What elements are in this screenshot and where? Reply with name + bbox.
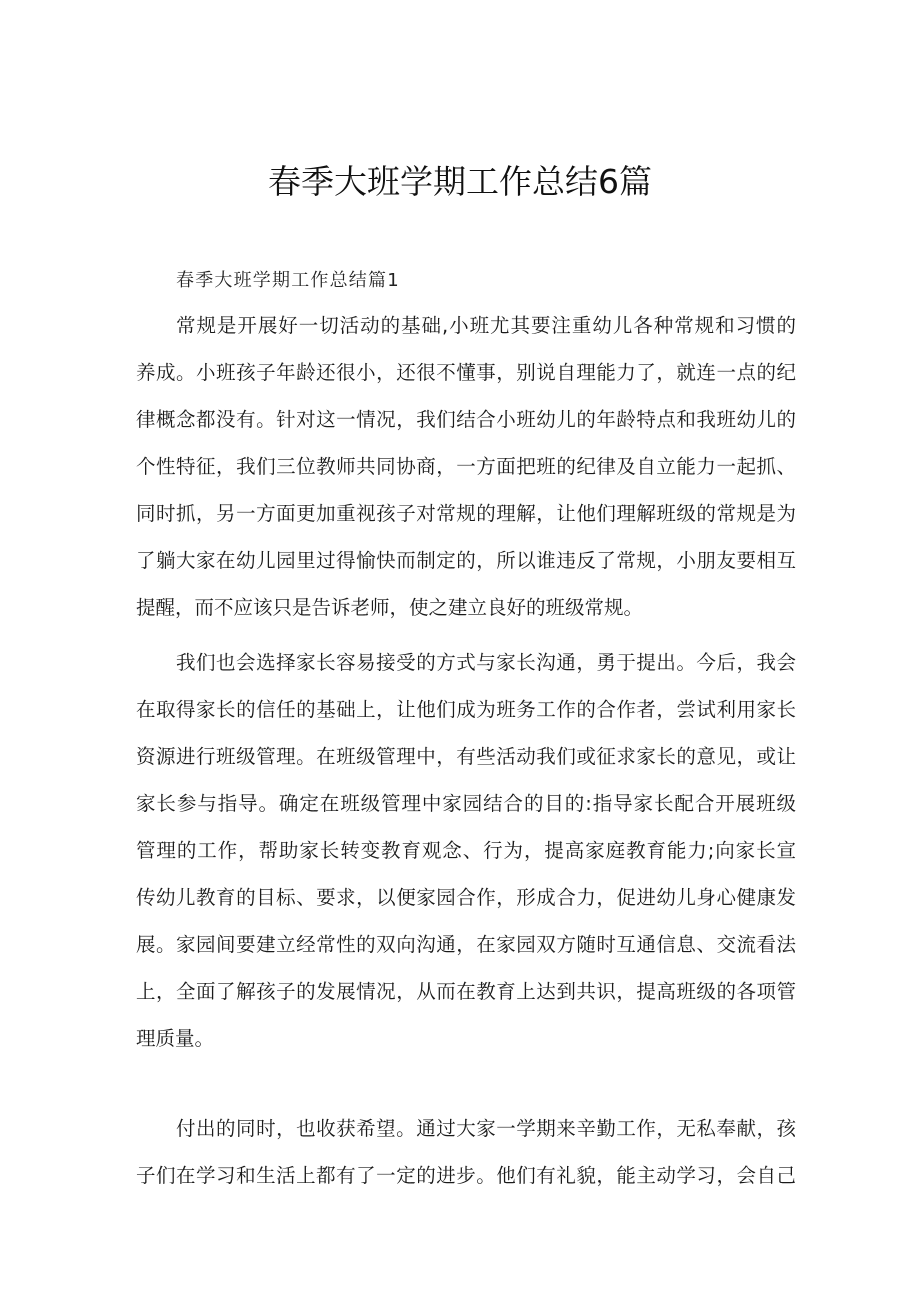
paragraph-line: 提醒，而不应该只是告诉老师，使之建立良好的班级常规。	[136, 596, 644, 619]
paragraph-line: 养成。小班孩子年龄还很小，还很不懂事，别说自理能力了，就连一点的纪	[136, 361, 796, 384]
section-heading: 春季大班学期工作总结篇1	[176, 270, 400, 291]
paragraph-line: 了躺大家在幼儿园里过得愉快而制定的，所以谁违反了常规，小朋友要相互	[136, 549, 796, 572]
paragraph-line: 个性特征，我们三位教师共同协商，一方面把班的纪律及自立能力一起抓、	[136, 455, 796, 478]
paragraph-line: 资源进行班级管理。在班级管理中，有些活动我们或征求家长的意见，或让	[136, 745, 796, 768]
paragraph-line: 同时抓，另一方面更加重视孩子对常规的理解，让他们理解班级的常规是为	[136, 502, 796, 525]
paragraph-line: 管理的工作，帮助家长转变教育观念、行为，提高家庭教育能力;向家长宣	[136, 839, 796, 862]
document-title: 春季大班学期工作总结6篇	[268, 162, 652, 201]
paragraph-line: 付出的同时，也收获希望。通过大家一学期来辛勤工作，无私奉献，孩	[176, 1117, 796, 1140]
paragraph-line: 子们在学习和生活上都有了一定的进步。他们有礼貌，能主动学习，会自己	[136, 1164, 796, 1187]
paragraph-line: 常规是开展好一切活动的基础,小班尤其要注重幼儿各种常规和习惯的	[176, 314, 796, 337]
paragraph-line: 理质量。	[136, 1027, 215, 1050]
paragraph-line: 律概念都没有。针对这一情况，我们结合小班幼儿的年龄特点和我班幼儿的	[136, 408, 796, 431]
paragraph-line: 在取得家长的信任的基础上，让他们成为班务工作的合作者，尝试利用家长	[136, 698, 796, 721]
paragraph-line: 家长参与指导。确定在班级管理中家园结合的目的:指导家长配合开展班级	[136, 792, 796, 815]
paragraph-line: 我们也会选择家长容易接受的方式与家长沟通，勇于提出。今后，我会	[176, 651, 796, 674]
paragraph-line: 上，全面了解孩子的发展情况，从而在教育上达到共识，提高班级的各项管	[136, 980, 796, 1003]
paragraph-line: 传幼儿教育的目标、要求，以便家园合作，形成合力，促进幼儿身心健康发	[136, 886, 796, 909]
paragraph-line: 展。家园间要建立经常性的双向沟通，在家园双方随时互通信息、交流看法	[136, 933, 796, 956]
